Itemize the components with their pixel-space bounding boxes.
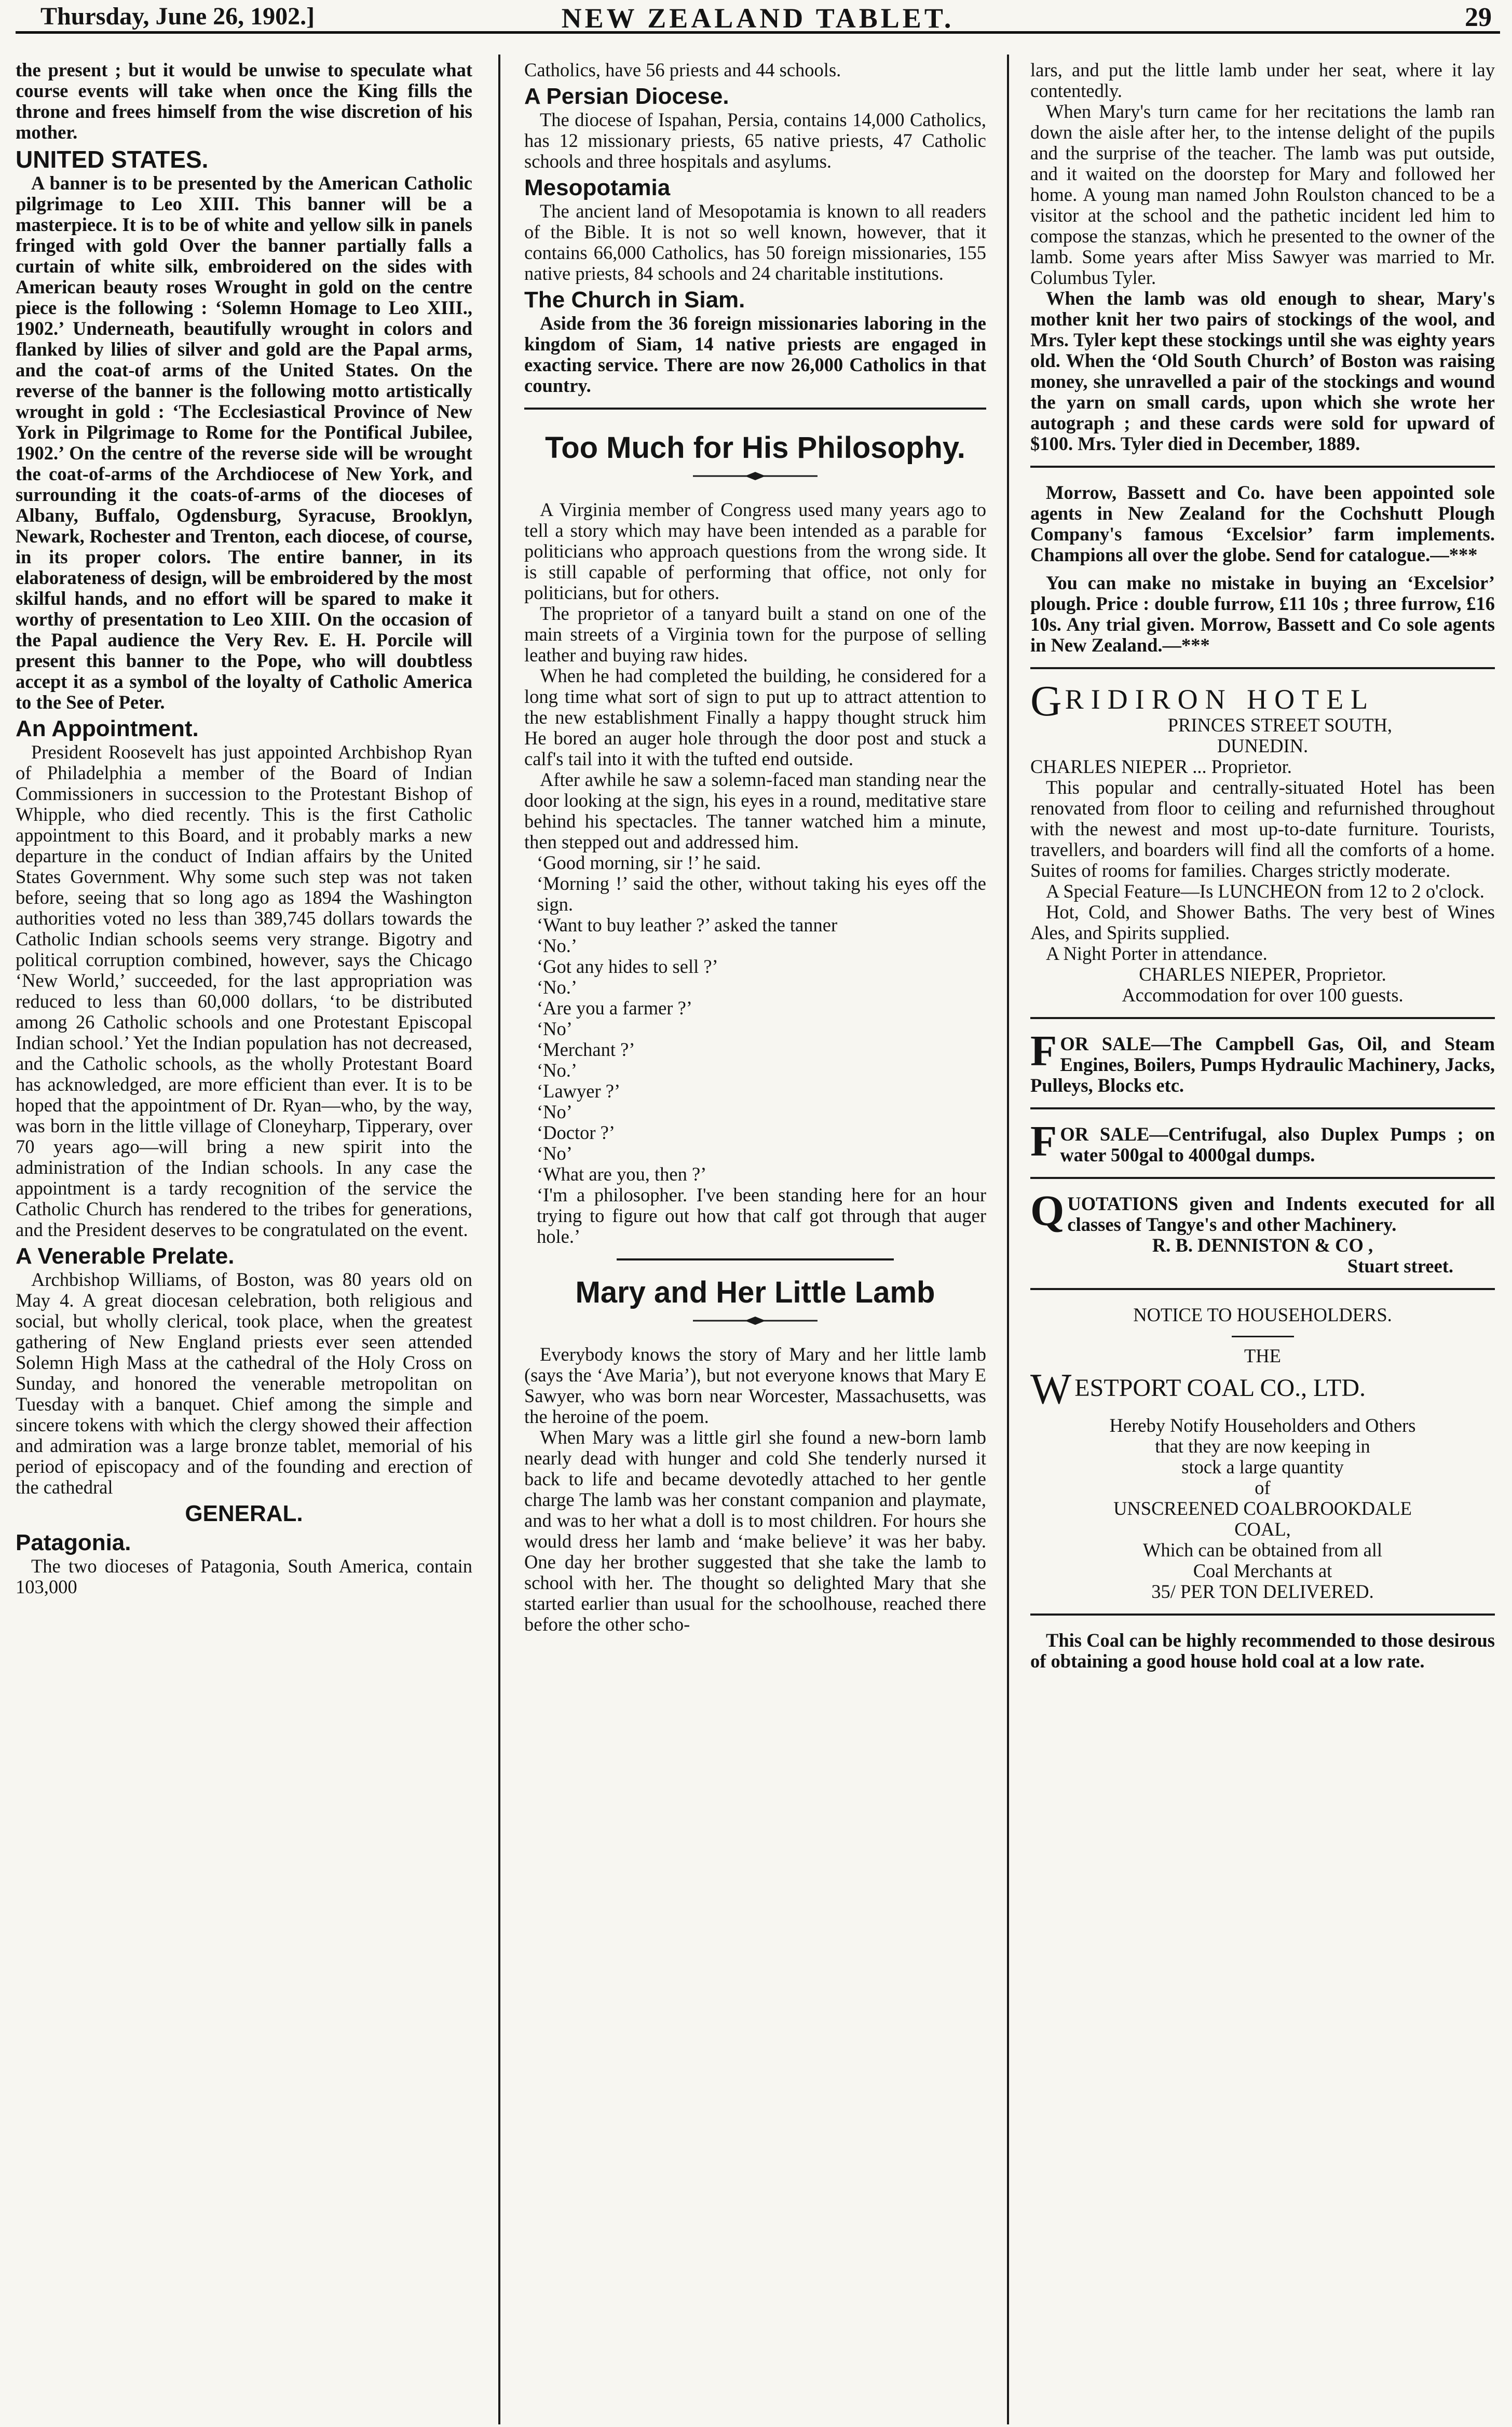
notice-line: Coal Merchants at <box>1193 1560 1332 1581</box>
article-prelate: Archbishop Williams, of Boston, was 80 years old on May 4. A great diocesan celebration, both religious and social, but wholly clerical, took place, when the greatest gathering of New England priests ever seen attended Solemn High Mass at the cathedral of the Holy Cross on Sunday, and honored the venerable metropolitan on Tuesday with a banquet. Chief among the simple and sincere tokens with which the clergy showed their affection and admiration was a large bronze tablet, memorial of his period of episcopacy and of the founding and erection of the cathedral <box>16 1269 472 1498</box>
section-divider <box>1030 1177 1495 1179</box>
dialogue-line: ‘Doctor ?’ <box>537 1122 615 1143</box>
drop-cap: F <box>1030 1117 1057 1165</box>
column-1 <box>16 60 472 2422</box>
advert-gridiron-hotel <box>1030 677 1495 1006</box>
hotel-city: DUNEDIN. <box>1217 735 1309 756</box>
advert-street: Stuart street. <box>1347 1255 1453 1277</box>
section-heading-united-states: UNITED STATES. <box>16 146 209 173</box>
drop-cap: W <box>1030 1365 1072 1413</box>
hotel-porter: A Night Porter in attendance. <box>1046 943 1268 964</box>
heading-appointment: An Appointment. <box>16 716 199 741</box>
dialogue-line: ‘No.’ <box>537 935 578 956</box>
notice-line: Which can be obtained from all <box>1142 1539 1383 1561</box>
dialogue-line: ‘Are you a farmer ?’ <box>537 997 692 1019</box>
notice-line: that they are now keeping in <box>1155 1435 1370 1457</box>
heading-church-in-siam: The Church in Siam. <box>524 287 745 313</box>
heading-mesopotamia: Mesopotamia <box>524 175 671 200</box>
article-title-lamb: Mary and Her Little Lamb <box>575 1276 935 1309</box>
short-rule <box>1232 1336 1294 1337</box>
hotel-accommodation: Accommodation for over 100 guests. <box>1122 984 1404 1006</box>
notice-heading: NOTICE TO HOUSEHOLDERS. <box>1133 1304 1392 1325</box>
dialogue-line: ‘Lawyer ?’ <box>537 1080 621 1102</box>
hotel-description: This popular and centrally-situated Hotel has been renovated from floor to ceiling and refurnished throughout with the newest and most up-to-date furniture. Tourists, travellers, and boarders will find all the comforts of a home. Suites of rooms for families. Charges strictly moderate. <box>1030 777 1495 881</box>
hotel-signature: CHARLES NIEPER, Proprietor. <box>1139 964 1386 985</box>
advert-signature: R. B. DENNISTON & CO , <box>1152 1235 1373 1256</box>
article-persian: The diocese of Ispahan, Persia, contains 14,000 Catholics, has 12 missionary priests, 65 native priests, 47 Catholic schools and three hospitals and asylums. <box>524 109 986 172</box>
section-divider <box>1030 1288 1495 1290</box>
column-2 <box>524 60 986 2422</box>
column-rule <box>1007 55 1009 2424</box>
dialogue-line: ‘No’ <box>537 1101 573 1122</box>
company-name: ESTPORT COAL CO., LTD. <box>1074 1374 1366 1402</box>
notice-line: Hereby Notify Householders and Others <box>1109 1415 1416 1436</box>
dialogue-line: ‘Good morning, sir !’ he said. <box>537 852 761 873</box>
drop-cap: G <box>1030 677 1062 725</box>
notice-price-unit: PER TON DELIVERED. <box>1180 1581 1374 1602</box>
hotel-proprietor: CHARLES NIEPER ... Proprietor. <box>1030 756 1292 777</box>
dialogue <box>524 852 986 1247</box>
notice-line: COAL, <box>1234 1518 1291 1540</box>
notice-line: of <box>1255 1477 1271 1498</box>
dialogue-line: ‘No’ <box>537 1143 573 1164</box>
advert-quotations <box>1030 1187 1495 1277</box>
hotel-baths: Hot, Cold, and Shower Baths. The very best of Wines Ales, and Spirits supplied. <box>1030 901 1495 943</box>
article-continuation: Catholics, have 56 priests and 44 schools. <box>524 60 841 80</box>
dialogue-line: ‘No’ <box>537 1018 573 1039</box>
heading-venerable-prelate: A Venerable Prelate. <box>16 1243 235 1269</box>
article-banner: A banner is to be presented by the American Catholic pilgrimage to Leo XIII. This banner will be a masterpiece. It is to be of white and yellow silk in panels fringed with gold Over the banner partially falls a curtain of white silk, embroidered on the sides with American beauty roses Wrought in gold on the centre piece is the following : ‘Solemn Homage to Leo XIII., 1902.’ Underneath, beautifully wrought in colors and flanked by lilies of silver and gold are the Papal arms, and the coat-of arms of the United States. On the reverse of the banner is the following motto artistically wrought in gold : ‘The Ecclesiastical Province of New York in Pilgrimage to Rome for the Pontifical Jubilee, 1902.’ On the centre of the reverse side will be wrought the coat-of-arms of the Archdiocese of New York, and surrounding it the coats-of-arms of the dioceses of Albany, Buffalo, Ogdensburg, Syracuse, Brooklyn, Newark, Rochester and Trenton, each diocese, of course, in its proper colors. The entire banner, in its elaborateness of design, will be embroidered by the most skilful hands, and no effort will be spared to make it worthy of presentation to Leo XIII. On the occasion of the Papal audience the Very Rev. E. H. Porcile will present this banner to the Pope, who will doubtless accept it as a symbol of the loyalty of Catholic America to the See of Peter. <box>16 172 472 713</box>
masthead-title: NEW ZEALAND TABLET. <box>561 3 955 34</box>
dialogue-line: ‘Want to buy leather ?’ asked the tanner <box>537 914 838 935</box>
ornament-divider <box>524 471 986 484</box>
notice-the: THE <box>1244 1345 1281 1366</box>
dialogue-line: ‘I'm a philosopher. I've been standing here for an hour trying to figure out how that calf got through that auger hole.’ <box>537 1184 986 1247</box>
page-number: 29 <box>1465 3 1492 32</box>
dialogue-line: ‘No.’ <box>537 1060 578 1081</box>
hotel-name: RIDIRON HOTEL <box>1065 684 1375 715</box>
dialogue-line: ‘What are you, then ?’ <box>537 1163 707 1185</box>
notice-line: UNSCREENED COALBROOKDALE <box>1113 1498 1412 1519</box>
advert-for-sale-engines <box>1030 1027 1495 1096</box>
section-divider <box>1030 466 1495 468</box>
article-mesopotamia: The ancient land of Mesopotamia is known to all readers of the Bible. It is not so well known, however, that it contains 66,000 Catholics, has 50 foreign missionaries, 155 native priests, 84 schools and 24 charitable institutions. <box>524 200 986 284</box>
section-divider <box>1030 1017 1495 1019</box>
paragraph: Everybody knows the story of Mary and her little lamb (says the ‘Ave Maria’), but not everyone knows that Mary E Sawyer, who was born near Worcester, Massachusetts, was the heroine of the poem. <box>524 1344 986 1427</box>
article-siam: Aside from the 36 foreign missionaries laboring in the kingdom of Siam, 14 native priests are engaged in exacting service. There are now 26,000 Catholics in that country. <box>524 313 986 396</box>
advert-for-sale-pumps <box>1030 1117 1495 1165</box>
paragraph: A Virginia member of Congress used many years ago to tell a story which may have been intended as a parable for politicians who approach questions from the wrong side. It is still capable of performing that office, not only for politicians, but for others. <box>524 499 986 603</box>
dialogue-line: ‘Merchant ?’ <box>537 1039 635 1060</box>
section-divider <box>617 1258 894 1260</box>
column-3 <box>1030 60 1495 2422</box>
issue-date: Thursday, June 26, 1902.] <box>40 3 315 30</box>
article-appointment: President Roosevelt has just appointed Archbishop Ryan of Philadelphia a member of the Board of Indian Commissioners in succession to the Protestant Bishop of Whipple, who died recently. This is the first Catholic appointment to this Board, and it probably marks a new departure in the conduct of Indian affairs by the United States Government. Why some such step was not taken before, seeing that so long ago as 1894 the Washington authorities voted no less than 389,745 dollars towards the Catholic Indian schools seems very strange. Bigotry and political corruption combined, however, says the Chicago ‘New World,’ succeeded, for the last appropriation was reduced to less than 60,000 dollars, ‘to be distributed among 26 Catholic schools and one Protestant Episcopal Indian school.’ Yet the Indian population has not decreased, and the Catholic schools, as the wholly Protestant Board has acknowledged, are more efficient than ever. It is to be hoped that the appointment of Dr. Ryan—who, by the way, was born in the little village of Cloneyharp, Tipperary, over 70 years ago—will bring a new spirit into the administration of the Indian schools. In any case the appointment is a tardy recognition of the service the Catholic Church has rendered to the tribes for generations, and the President deserves to be congratulated on the event. <box>16 741 472 1240</box>
heading-persian-diocese: A Persian Diocese. <box>524 84 729 109</box>
hotel-address: PRINCES STREET SOUTH, <box>1167 714 1392 736</box>
notice-line: stock a large quantity <box>1181 1456 1344 1477</box>
page-header <box>16 0 1500 34</box>
dialogue-line: ‘Got any hides to sell ?’ <box>537 956 718 977</box>
paragraph: When Mary was a little girl she found a new-born lamb nearly dead with hunger and cold She tenderly nursed it back to life and became devotedly attached to her gentle charge The lamb was her constant companion and playmate, and was to her what a doll is to most children. For hours she would dress her lamb and ‘make believe’ it was her baby. One day her brother suggested that she take the lamb to school with her. The thought so delighted Mary that she started earlier than usual for the schoolhouse, reached there before the other scho- <box>524 1427 986 1635</box>
dialogue-line: ‘No.’ <box>537 977 578 998</box>
paragraph: When the lamb was old enough to shear, Mary's mother knit her two pairs of stockings of the wool, and Mrs. Tyler kept these stockings until she was eighty years old. When the ‘Old South Church’ of Boston was raising money, she unravelled a pair of the stockings and wound the yarn on small cards, upon which she wrote her autograph ; and these cards were sold for upward of $100. Mrs. Tyler died in December, 1889. <box>1030 288 1495 454</box>
paragraph: When he had completed the building, he considered for a long time what sort of sign to put up to attract attention to the new establishment Finally a happy thought struck him He bored an auger hole through the door post and stuck a calf's tail into it with the tufted end outside. <box>524 665 986 769</box>
advert-excelsior-plough: You can make no mistake in buying an ‘Excelsior’ plough. Price : double furrow, £11 10s ; three furrow, £16 10s. Any trial given. Morrow, Bassett and Co sole agents in New Zealand.—*** <box>1030 572 1495 656</box>
notice-footer: This Coal can be highly recommended to those desirous of obtaining a good house hold coal at a low rate. <box>1030 1630 1495 1672</box>
advert-text: UOTATIONS given and Indents executed for all classes of Tangye's and other Machinery. <box>1067 1193 1495 1235</box>
section-divider <box>1030 1107 1495 1109</box>
hotel-luncheon: A Special Feature—Is LUNCHEON from 12 to 2 o'clock. <box>1046 880 1484 902</box>
drop-cap: Q <box>1030 1187 1065 1235</box>
section-divider <box>1030 667 1495 669</box>
heading-patagonia: Patagonia. <box>16 1530 131 1555</box>
dialogue-line: ‘Morning !’ said the other, without taking his eyes off the sign. <box>537 873 986 915</box>
advert-westport-coal <box>1030 1305 1495 1672</box>
drop-cap: F <box>1030 1027 1057 1075</box>
ornament-divider <box>524 1316 986 1328</box>
advert-morrow-bassett: Morrow, Bassett and Co. have been appointed sole agents in New Zealand for the Cochshutt Plough Company's famous ‘Excelsior’ farm implements. Champions all over the globe. Send for catalogue.—*** <box>1030 482 1495 565</box>
article-continuation: the present ; but it would be unwise to speculate what course events will take when once the King fills the throne and frees himself from the wise discretion of his mother. <box>16 60 472 143</box>
section-divider <box>524 408 986 410</box>
advert-text: OR SALE—Centrifugal, also Duplex Pumps ; on water 500gal to 4000gal dumps. <box>1060 1123 1495 1165</box>
article-continuation: lars, and put the little lamb under her seat, where it lay contentedly. <box>1030 60 1495 101</box>
section-heading-general: GENERAL. <box>185 1501 303 1526</box>
paragraph: When Mary's turn came for her recitations the lamb ran down the aisle after her, to the intense delight of the pupils and the surprise of the teacher. The lamb was put outside, and it waited on the doorstep for Mary and followed her home. A young man named John Roulston chanced to be a visitor at the school and the pathetic incident led him to compose the stanzas, which he presented to the owner of the lamb. Some years after Miss Sawyer was married to Mr. Columbus Tyler. <box>1030 101 1495 288</box>
article-title-philosophy: Too Much for His Philosophy. <box>545 431 965 465</box>
advert-text: OR SALE—The Campbell Gas, Oil, and Steam Engines, Boilers, Pumps Hydraulic Machinery, Jacks, Pulleys, Blocks etc. <box>1030 1033 1495 1096</box>
paragraph: After awhile he saw a solemn-faced man standing near the door looking at the sign, his eyes in a round, meditative stare behind his spectacles. The tanner watched him a minute, then stepped out and addressed him. <box>524 769 986 852</box>
section-divider <box>1030 1614 1495 1616</box>
article-patagonia: The two dioceses of Patagonia, South America, contain 103,000 <box>16 1555 472 1597</box>
paragraph: The proprietor of a tanyard built a stand on one of the main streets of a Virginia town for the purpose of selling leather and buying raw hides. <box>524 603 986 666</box>
column-rule <box>498 55 500 2424</box>
notice-price: 35/ <box>1151 1581 1176 1602</box>
